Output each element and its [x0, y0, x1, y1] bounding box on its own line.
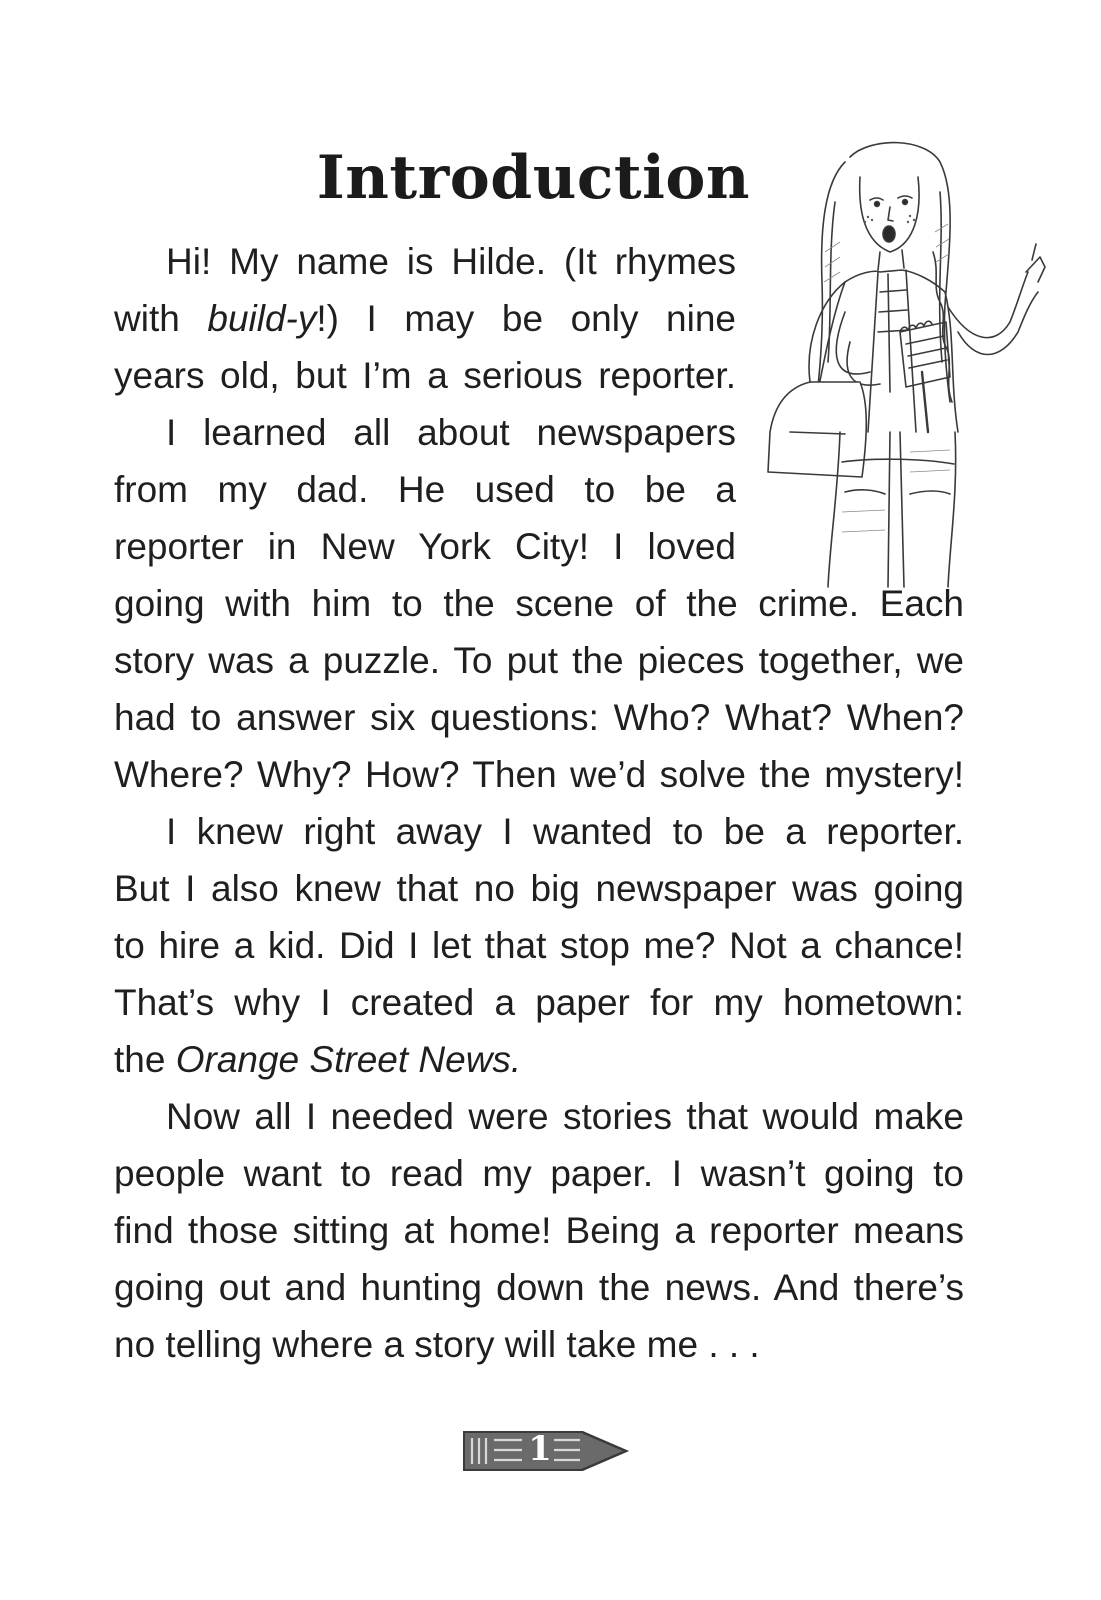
paragraph-line: no telling where a story will take me . . . [114, 1324, 760, 1365]
paragraph-line: from my dad. He used to be a [114, 469, 736, 510]
chapter-title: Introduction [316, 143, 750, 213]
paragraph-line: going with him to the scene of the crime. Each [114, 583, 964, 624]
page-number: 1 [528, 1429, 552, 1469]
paragraph-line: Where? Why? How? Then we’d solve the mystery! [114, 754, 964, 795]
paragraph-line: I knew right away I wanted to be a reporter. [166, 811, 964, 852]
paragraph-line: the Orange Street News. [114, 1039, 522, 1080]
paragraph-line: people want to read my paper. I wasn’t going to [114, 1153, 964, 1194]
paragraph-line: going out and hunting down the news. And there’s [114, 1267, 964, 1308]
paragraph-line: years old, but I’m a serious reporter. [114, 355, 736, 396]
paragraph-line: Now all I needed were stories that would make [166, 1096, 964, 1137]
paragraph-line: But I also knew that no big newspaper was going [114, 868, 964, 909]
paragraph-line: had to answer six questions: Who? What? When? [114, 697, 964, 738]
paragraph-line: reporter in New York City! I loved [114, 526, 736, 567]
paragraph-line: to hire a kid. Did I let that stop me? Not a chance! [114, 925, 964, 966]
paragraph-line: Hi! My name is Hilde. (It rhymes [166, 241, 736, 282]
paragraph-line: story was a puzzle. To put the pieces together, we [114, 640, 964, 681]
paragraph-line: I learned all about newspapers [166, 412, 736, 453]
paragraph-line: with build-y!) I may be only nine [114, 298, 736, 339]
paragraph-line: find those sitting at home! Being a reporter means [114, 1210, 964, 1251]
girl-reporter-illustration [750, 132, 1050, 592]
paragraph-line: That’s why I created a paper for my hometown: [114, 982, 964, 1023]
